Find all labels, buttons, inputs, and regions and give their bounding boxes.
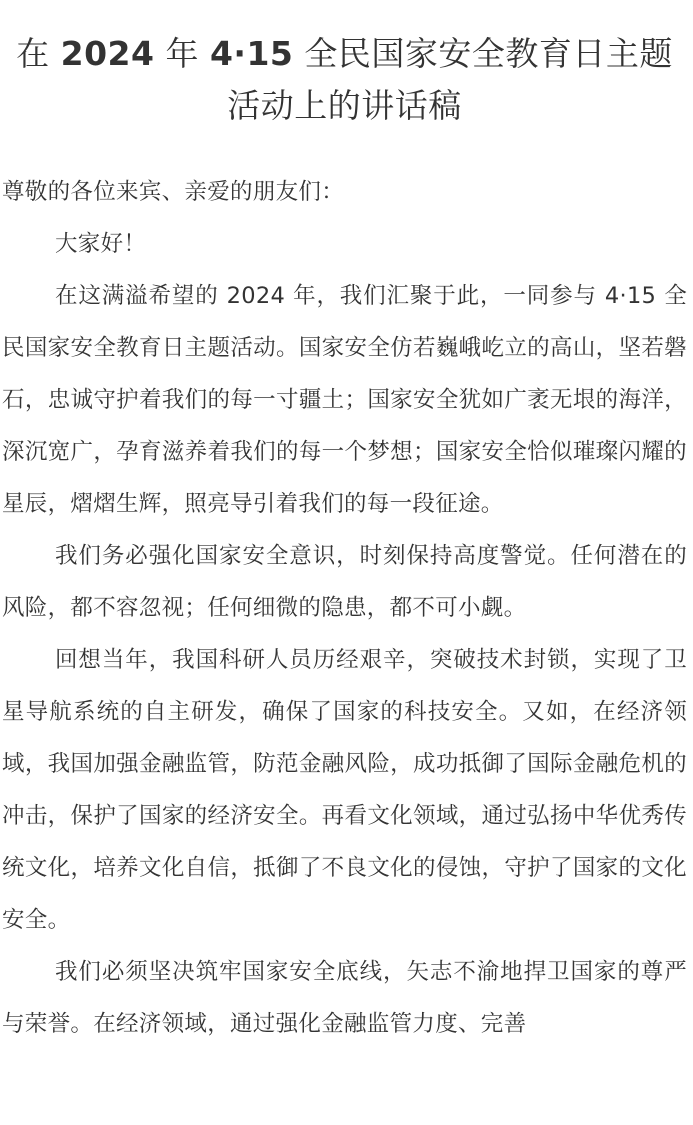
salutation-paragraph: 尊敬的各位来宾、亲爱的朋友们：: [2, 179, 345, 205]
body-paragraph: 我们必须坚决筑牢国家安全底线，矢志不渝地捍卫国家的尊严与荣誉。在经济领域，通过强化金融监管力度、完善: [2, 959, 687, 1037]
body-paragraph: 回想当年，我国科研人员历经艰辛，突破技术封锁，实现了卫星导航系统的自主研发，确保了国家的科技安全。又如，在经济领域，我国加强金融监管，防范金融风险，成功抵御了国际金融危机的冲击，保护了国家的经济安全。再看文化领域，通过弘扬中华优秀传统文化，培养文化自信，抵御了不良文化的侵蚀，守护了国家的文化安全。: [2, 647, 687, 933]
greeting-paragraph: 大家好！: [55, 231, 147, 257]
article-title: 在 2024 年 4·15 全民国家安全教育日主题活动上的讲话稿: [16, 34, 673, 125]
body-paragraph: 我们务必强化国家安全意识，时刻保持高度警觉。任何潜在的风险，都不容忽视；任何细微的隐患，都不可小觑。: [2, 543, 687, 621]
body-paragraph: 在这满溢希望的 2024 年，我们汇聚于此，一同参与 4·15 全民国家安全教育日主题活动。国家安全仿若巍峨屹立的高山，坚若磐石，忠诚守护着我们的每一寸疆土；国家安全犹如广袤无垠的海洋，深沉宽广，孕育滋养着我们的每一个梦想；国家安全恰似璀璨闪耀的星辰，熠熠生辉，照亮导引着我们的每一段征途。: [2, 283, 687, 517]
article-body: [2, 166, 687, 1050]
article: [0, 28, 693, 1050]
